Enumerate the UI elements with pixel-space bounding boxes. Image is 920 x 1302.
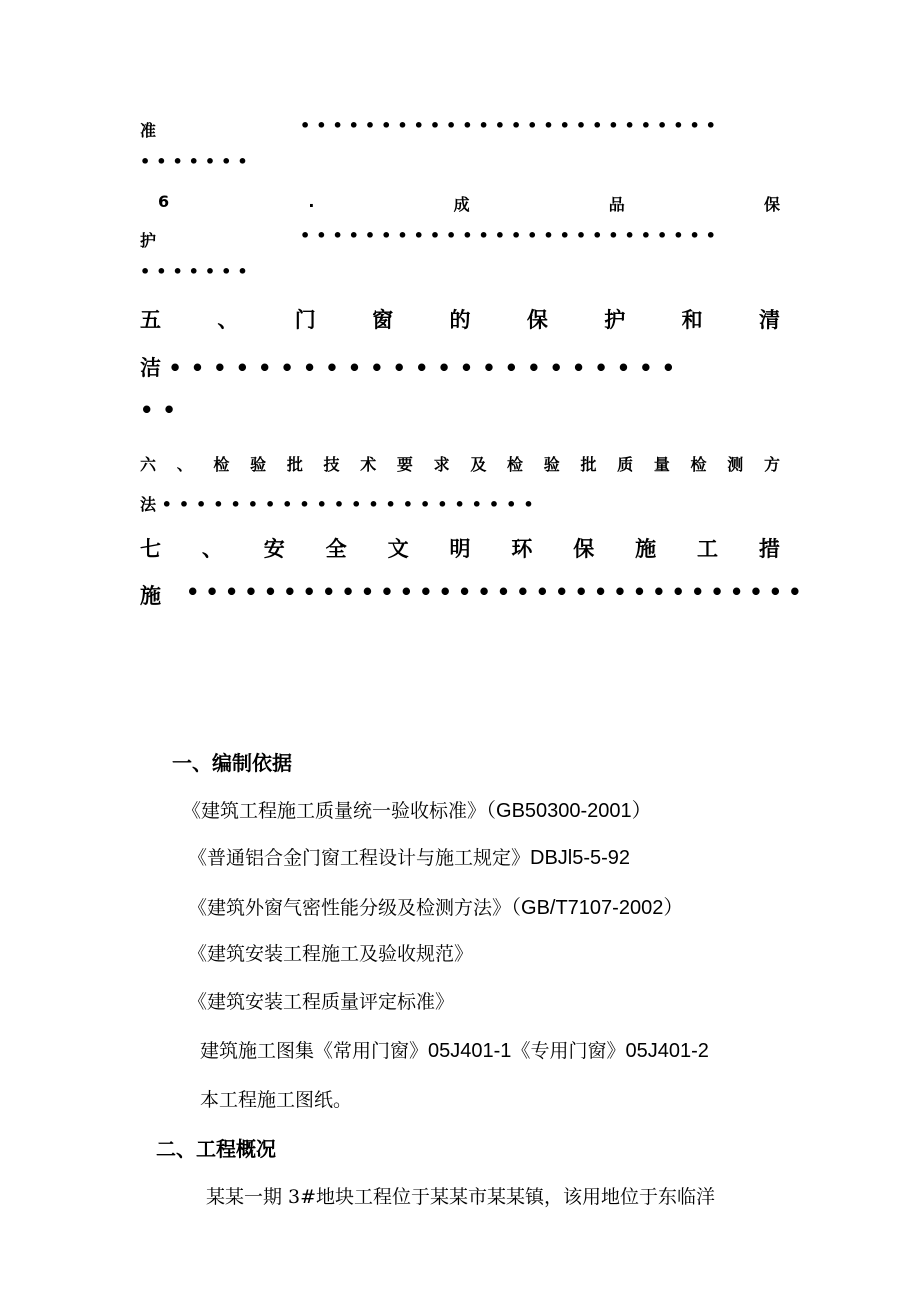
section-heading-basis: 一、编制依据 [172, 751, 292, 775]
toc-char: 方 [763, 455, 780, 474]
toc-char: 护 [604, 308, 626, 332]
toc-char: 技 [323, 455, 340, 474]
toc-char: 检 [690, 455, 707, 474]
atlas-code-1: 05J401-1 [428, 1040, 512, 1062]
toc-section-7 [140, 533, 780, 563]
toc-label: 护 [140, 231, 157, 250]
toc-leader: ••••••• [140, 262, 254, 281]
section-heading-overview: 二、工程概况 [156, 1137, 276, 1161]
toc-leader: •••••••••••••••••••••• [161, 495, 541, 514]
toc-char: . [308, 192, 315, 211]
toc-leader: ••••••• [140, 152, 254, 171]
overview-paragraph: 某某一期 3#地块工程位于某某市某某镇，该用地位于东临洋 [206, 1186, 716, 1208]
toc-char: 文 [387, 537, 409, 561]
toc-char: 成 [453, 195, 470, 214]
toc-section-5 [140, 304, 780, 334]
toc-char: 全 [325, 537, 347, 561]
toc-char: 验 [543, 455, 560, 474]
reference-code: DBJl5-5-92 [530, 847, 631, 869]
toc-label: 洁 [140, 356, 161, 380]
toc-char: 施 [635, 537, 657, 561]
toc-char: 七 [140, 537, 161, 561]
atlas-prefix: 建筑施工图集 [200, 1040, 315, 1062]
toc-char: 及 [470, 455, 487, 474]
toc-char: 、 [176, 455, 193, 474]
toc-char: 批 [286, 455, 303, 474]
reference-item [188, 891, 683, 920]
toc-char: 门 [294, 308, 316, 332]
toc-char: 清 [759, 308, 780, 332]
reference-code: （GB50300-2001） [486, 800, 652, 822]
toc-char: 检 [213, 455, 230, 474]
toc-char: 、 [217, 308, 239, 332]
toc-char: 措 [758, 537, 780, 561]
toc-char: 要 [396, 455, 413, 474]
toc-char: 的 [449, 308, 471, 332]
toc-section-5-cont2 [140, 398, 780, 422]
toc-section-5-cont [140, 352, 780, 382]
toc-section-6-cont [140, 492, 780, 515]
reference-item [182, 794, 652, 823]
atlas-code-2: 05J401-2 [625, 1040, 709, 1062]
toc-char: 6 [158, 192, 170, 211]
toc-char: 环 [511, 537, 533, 561]
reference-title: 《建筑安装工程施工及验收规范》 [188, 943, 474, 965]
reference-title: 《建筑外窗气密性能分级及检测方法》 [188, 897, 512, 919]
toc-leader: •••••••••••••••••••••••••• [300, 116, 722, 135]
toc-char: 保 [573, 537, 595, 561]
toc-section-6 [140, 452, 780, 475]
toc-leader: ••••••••••••••••••••••• [168, 356, 685, 380]
toc-char: 批 [580, 455, 597, 474]
reference-item [188, 987, 454, 1014]
toc-leader: •••••••••••••••••••••••••• [300, 226, 722, 245]
reference-title: 《建筑工程施工质量统一验收标准》 [182, 800, 487, 822]
toc-char: 保 [526, 308, 548, 332]
toc-char: 五 [140, 308, 161, 332]
toc-leader: •••••••••••••••••••••••••••••••• [186, 580, 808, 604]
toc-char: 、 [201, 537, 223, 561]
toc-label: 准 [140, 121, 157, 140]
toc-item-standard-cont [140, 152, 780, 171]
toc-leader: •• [140, 398, 185, 422]
toc-char: 验 [250, 455, 267, 474]
toc-char: 工 [697, 537, 719, 561]
reference-title: 《建筑安装工程质量评定标准》 [188, 991, 455, 1013]
atlas-title-1: 《常用门窗》 [314, 1040, 429, 1062]
drawing-atlas-line [200, 1036, 709, 1063]
toc-char: 求 [433, 455, 450, 474]
toc-char: 保 [763, 195, 780, 214]
reference-code: （GB/T7107-2002） [511, 897, 684, 919]
atlas-title-2: 《专用门窗》 [511, 1040, 626, 1062]
toc-label: 法 [140, 495, 157, 514]
toc-char: 质 [617, 455, 634, 474]
toc-char: 术 [360, 455, 377, 474]
toc-item-6-cont2 [140, 262, 780, 281]
toc-char: 窗 [372, 308, 394, 332]
toc-section-7-cont [140, 580, 808, 610]
reference-title: 《普通铝合金门窗工程设计与施工规定》 [188, 847, 531, 869]
toc-char: 安 [263, 537, 285, 561]
toc-char: 量 [653, 455, 670, 474]
reference-item [188, 843, 630, 870]
toc-char: 品 [608, 195, 625, 214]
toc-char: 明 [449, 537, 471, 561]
toc-label: 施 [140, 584, 161, 608]
toc-char: 六 [140, 455, 157, 474]
toc-char: 测 [727, 455, 744, 474]
toc-char: 检 [507, 455, 524, 474]
drawings-line: 本工程施工图纸。 [200, 1089, 353, 1111]
reference-item [188, 939, 473, 966]
toc-char: 和 [681, 308, 703, 332]
toc-item-6-cont [140, 228, 780, 251]
toc-item-6 [158, 192, 780, 215]
toc-item-standard [140, 118, 780, 141]
